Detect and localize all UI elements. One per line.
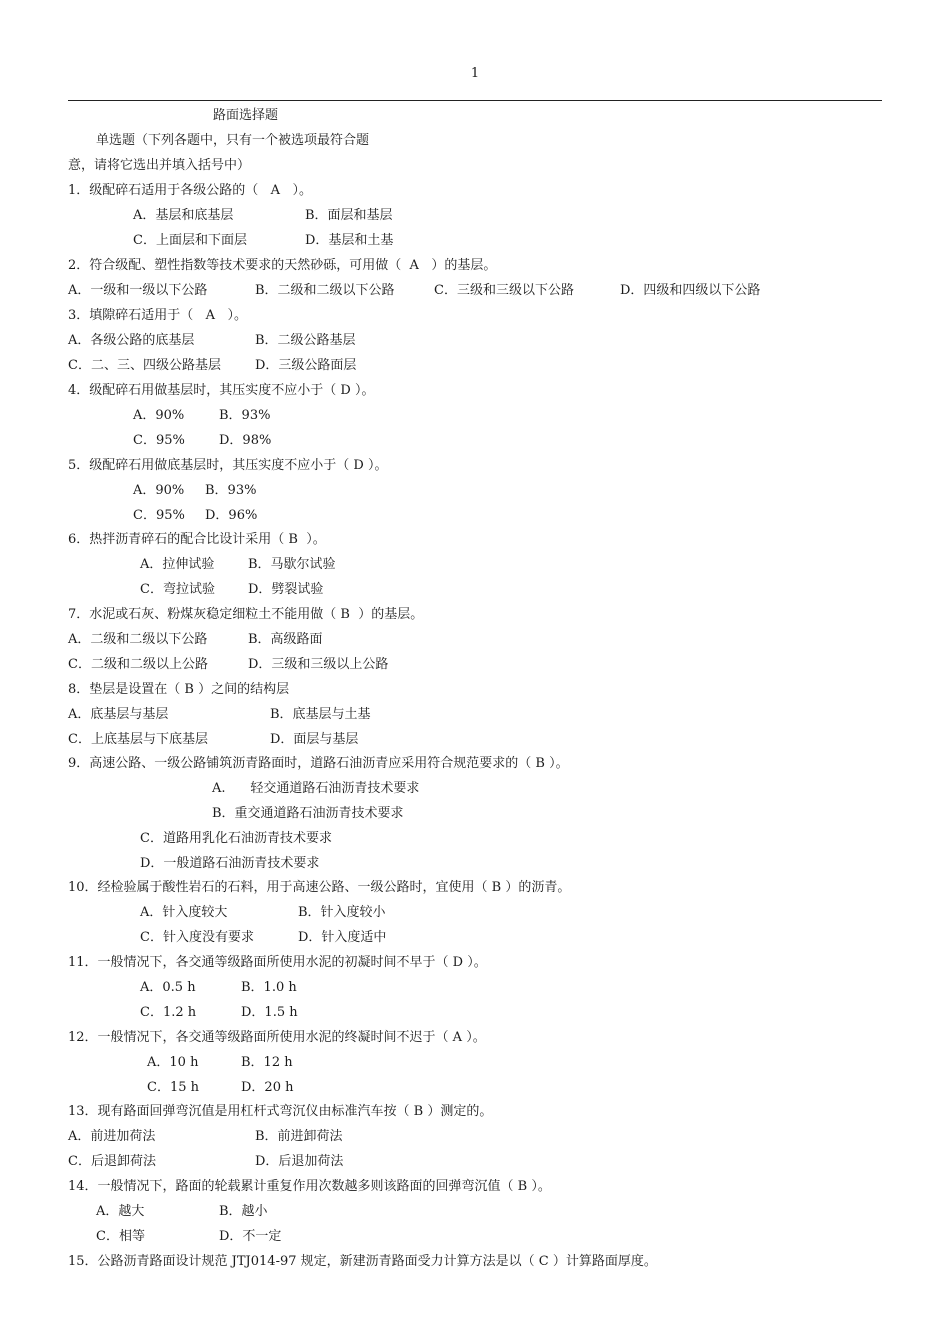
question-11-option-b: B．1.0 h [241,980,297,995]
question-1-option-c: C．上面层和下面层 [133,233,247,248]
question-13-option-d: D．后退加荷法 [255,1154,344,1169]
document-title: 路面选择题 [213,108,279,123]
question-5-stem: 5．级配碎石用做底基层时，其压实度不应小于（ D ）。 [68,458,388,473]
question-13-option-a: A．前进加荷法 [68,1129,156,1144]
question-6-option-d: D．劈裂试验 [248,582,324,597]
question-12-option-c: C．15 h [147,1080,199,1095]
question-6-stem: 6．热拌沥青碎石的配合比设计采用（ B ）。 [68,532,326,547]
question-9-option-c: C．道路用乳化石油沥青技术要求 [140,831,332,846]
question-11-option-c: C．1.2 h [140,1005,197,1020]
question-4-option-c: C．95% [133,433,185,448]
question-4-stem: 4．级配碎石用做基层时，其压实度不应小于（ D ）。 [68,383,375,398]
question-1-option-d: D．基层和土基 [305,233,394,248]
question-7-stem: 7．水泥或石灰、粉煤灰稳定细粒土不能用做（ B ）的基层。 [68,607,424,622]
question-13-option-b: B．前进卸荷法 [255,1129,343,1144]
question-12-option-a: A．10 h [147,1055,199,1070]
question-9-option-a: A. 轻交通道路石油沥青技术要求 [212,781,420,796]
question-2-option-c: C．三级和三级以下公路 [434,283,574,298]
question-13-stem: 13．现有路面回弹弯沉值是用杠杆式弯沉仪由标准汽车按（ B ）测定的。 [68,1104,493,1119]
question-14-stem: 14．一般情况下，路面的轮载累计重复作用次数越多则该路面的回弹弯沉值（ B ）。 [68,1179,551,1194]
question-6-option-c: C．弯拉试验 [140,582,215,597]
question-8-stem: 8．垫层是设置在（ B ）之间的结构层 [68,682,290,697]
question-4-option-a: A．90% [133,408,185,423]
question-9-stem: 9．高速公路、一级公路铺筑沥青路面时，道路石油沥青应采用符合规范要求的（ B ）。 [68,756,569,771]
question-5-option-c: C．95% [133,508,185,523]
question-10-stem: 10．经检验属于酸性岩石的石料，用于高速公路、一级公路时，宜使用（ B ）的沥青。 [68,880,571,895]
page-number: 1 [470,66,480,81]
question-6-option-b: B．马歇尔试验 [248,557,336,572]
question-4-option-b: B．93% [219,408,271,423]
question-8-option-c: C．上底基层与下底基层 [68,732,208,747]
question-1-option-a: A．基层和底基层 [133,208,234,223]
question-7-option-a: A．二级和二级以下公路 [68,632,208,647]
question-14-option-a: A．越大 [96,1204,145,1219]
question-2-stem: 2．符合级配、塑性指数等技术要求的天然砂砾，可用做（ A ）的基层。 [68,258,497,273]
question-14-option-b: B．越小 [219,1204,268,1219]
question-13-option-c: C．后退卸荷法 [68,1154,156,1169]
question-3-option-d: D．三级公路面层 [255,358,357,373]
question-1-option-b: B．面层和基层 [305,208,393,223]
question-12-option-d: D．20 h [241,1080,294,1095]
question-2-option-b: B．二级和二级以下公路 [255,283,395,298]
question-5-option-b: B．93% [205,483,257,498]
question-3-option-a: A．各级公路的底基层 [68,333,195,348]
question-6-option-a: A．拉伸试验 [140,557,215,572]
question-8-option-a: A．底基层与基层 [68,707,169,722]
question-12-option-b: B．12 h [241,1055,293,1070]
question-14-option-d: D．不一定 [219,1229,282,1244]
question-5-option-d: D．96% [205,508,258,523]
question-9-option-b: B．重交通道路石油沥青技术要求 [212,806,404,821]
question-15-stem: 15．公路沥青路面设计规范 JTJ014-97 规定，新建沥青路面受力计算方法是以（ C ）计算路面厚度。 [68,1254,657,1269]
question-4-option-d: D．98% [219,433,272,448]
header-rule [68,100,882,101]
question-11-option-a: A．0.5 h [140,980,196,995]
question-7-option-b: B．高级路面 [248,632,323,647]
instructions-line-2: 意，请将它选出并填入括号中） [68,158,251,173]
question-8-option-d: D．面层与基层 [270,732,359,747]
question-2-option-a: A．一级和一级以下公路 [68,283,208,298]
question-5-option-a: A．90% [133,483,185,498]
question-8-option-b: B．底基层与土基 [270,707,371,722]
question-12-stem: 12．一般情况下，各交通等级路面所使用水泥的终凝时间不迟于（ A ）。 [68,1030,486,1045]
question-2-option-d: D．四级和四级以下公路 [620,283,761,298]
question-11-option-d: D．1.5 h [241,1005,298,1020]
question-10-option-d: D．针入度适中 [298,930,387,945]
question-9-option-d: D．一般道路石油沥青技术要求 [140,856,320,871]
instructions-line-1: 单选题（下列各题中，只有一个被选项最符合题 [96,133,370,148]
question-7-option-d: D．三级和三级以上公路 [248,657,389,672]
question-3-option-b: B．二级公路基层 [255,333,356,348]
question-3-option-c: C．二、三、四级公路基层 [68,358,221,373]
question-1-stem: 1．级配碎石适用于各级公路的（ A ）。 [68,183,312,198]
question-3-stem: 3．填隙碎石适用于（ A ）。 [68,308,247,323]
question-14-option-c: C．相等 [96,1229,145,1244]
question-11-stem: 11．一般情况下，各交通等级路面所使用水泥的初凝时间不早于（ D ）。 [68,955,487,970]
question-10-option-a: A．针入度较大 [140,905,228,920]
question-10-option-b: B．针入度较小 [298,905,386,920]
question-7-option-c: C．二级和二级以上公路 [68,657,208,672]
question-10-option-c: C．针入度没有要求 [140,930,254,945]
